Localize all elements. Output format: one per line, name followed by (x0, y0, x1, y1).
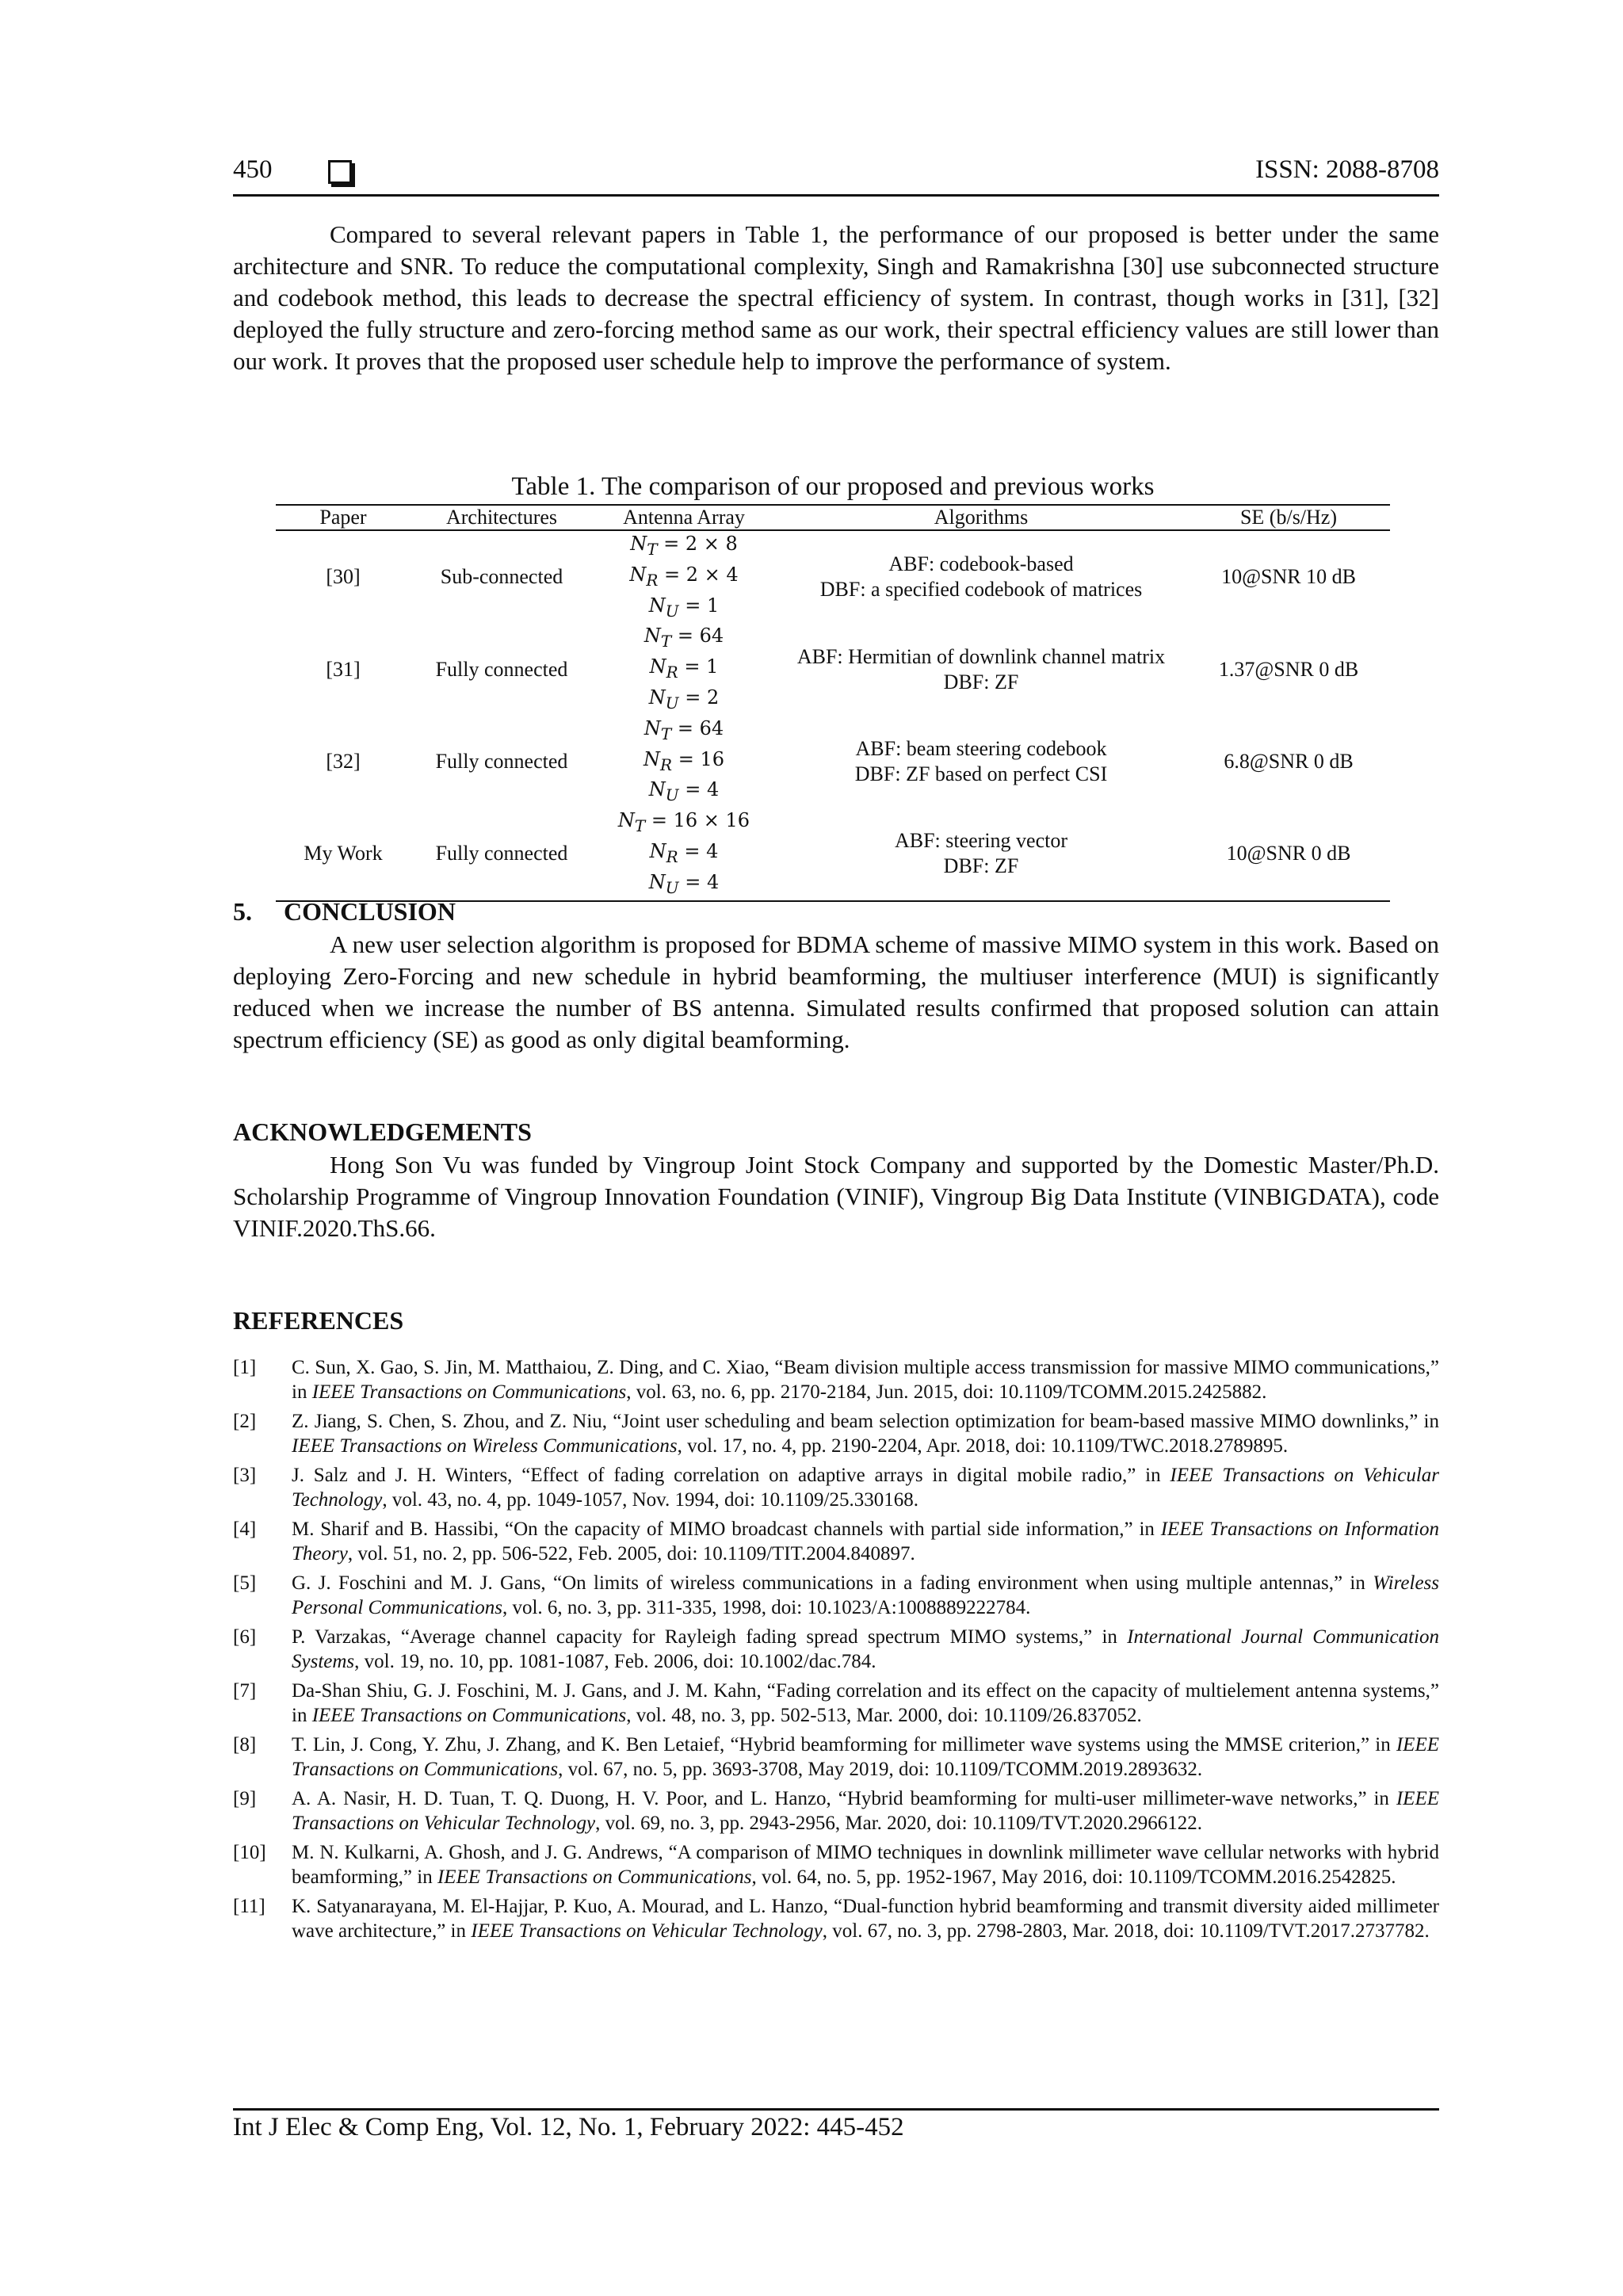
algorithm-line: DBF: ZF (943, 670, 1019, 693)
reference-text: J. Salz and J. H. Winters, “Effect of fading correlation on adaptive arrays in digital mobile radio,” in (292, 1465, 1170, 1486)
reference-journal: International Journal Communication Systems (292, 1626, 1439, 1672)
reference-journal: IEEE Transactions on Information Theory (292, 1519, 1439, 1564)
reference-number: [1] (233, 1357, 257, 1378)
table-row (276, 623, 1390, 715)
reference-journal: Wireless Personal Communications (292, 1572, 1439, 1618)
header-paper: Paper (276, 505, 411, 530)
references-heading: REFERENCES (233, 1306, 404, 1335)
table-row (276, 808, 1390, 900)
antenna-parameter: $N_T = 2 \times 8$ (630, 533, 738, 559)
antenna-parameter: $N_U = 2$ (648, 686, 720, 712)
checkbox-square-icon (328, 160, 352, 184)
reference-journal: IEEE Transactions on Vehicular Technology (471, 1920, 823, 1942)
reference-number: [2] (233, 1411, 257, 1432)
cell-paper: My Work (276, 808, 411, 900)
cell-architecture: Sub-connected (440, 565, 563, 589)
reference-number: [5] (233, 1572, 257, 1594)
cell-se: 10@SNR 10 dB (1221, 565, 1356, 589)
references-list (233, 1355, 1439, 1948)
comparison-table (276, 504, 1390, 902)
reference-text: G. J. Foschini and M. J. Gans, “On limits of wireless communications in a fading environment when using multiple antennas,” in (292, 1572, 1373, 1594)
reference-text: K. Satyanarayana, M. El-Hajjar, P. Kuo, A. Mourad, and L. Hanzo, “Dual-function hybrid beamforming and transmit diversity aided millimeter wave architecture,” in (292, 1896, 1439, 1942)
reference-details: , vol. 51, no. 2, pp. 506-522, Feb. 2005, doi: 10.1109/TIT.2004.840897. (347, 1543, 915, 1564)
reference-item (233, 1840, 1439, 1889)
reference-number: [6] (233, 1626, 257, 1648)
cell-paper: [31] (326, 657, 361, 681)
reference-text: Da-Shan Shiu, G. J. Foschini, M. J. Gans, and J. M. Kahn, “Fading correlation and its effect on the capacity of multielement antenna systems,” in (292, 1680, 1439, 1726)
cell-antenna-array (593, 808, 775, 900)
reference-details: , vol. 67, no. 5, pp. 3693-3708, May 2019, doi: 10.1109/TCOMM.2019.2893632. (558, 1759, 1203, 1780)
table-row (276, 530, 1390, 623)
cell-algorithms (775, 530, 1187, 623)
cell-paper: [30] (326, 565, 361, 589)
table-body (276, 530, 1390, 901)
reference-text: T. Lin, J. Cong, Y. Zhu, J. Zhang, and K. Ben Letaief, “Hybrid beamforming for millimeter wave systems using the MMSE criterion,” in (292, 1734, 1396, 1755)
cell-se: 6.8@SNR 0 dB (1224, 749, 1354, 773)
antenna-parameter: $N_U = 4$ (648, 778, 720, 805)
cell-architecture: Fully connected (411, 808, 593, 900)
reference-item (233, 1786, 1439, 1836)
reference-journal: IEEE Transactions on Communications (311, 1705, 627, 1726)
header-se: SE (b/s/Hz) (1187, 505, 1390, 530)
page-number: 450 (233, 155, 273, 184)
reference-details: , vol. 19, no. 10, pp. 1081-1087, Feb. 2006, doi: 10.1002/dac.784. (354, 1651, 876, 1672)
reference-journal: IEEE Transactions on Vehicular Technology (292, 1465, 1439, 1511)
reference-details: , vol. 17, no. 4, pp. 2190-2204, Apr. 2018, doi: 10.1109/TWC.2018.2789895. (677, 1435, 1289, 1457)
antenna-parameter: $N_R = 16$ (643, 747, 724, 774)
acknowledgements-text: Hong Son Vu was funded by Vingroup Joint Stock Company and supported by the Domestic Master/Ph.D. Scholarship Programme of Vingroup Innovation Foundation (VINIF), Vingroup Big Data Institute (VINBIGDATA), code VINIF.2020.ThS.66. (233, 1151, 1439, 1242)
header-antenna-array: Antenna Array (593, 505, 775, 530)
header-algorithms: Algorithms (775, 505, 1187, 530)
reference-text: Z. Jiang, S. Chen, S. Zhou, and Z. Niu, “Joint user scheduling and beam selection optimization for beam-based massive MIMO downlinks,” in (292, 1411, 1439, 1432)
reference-number: [3] (233, 1465, 257, 1486)
antenna-parameter: $N_T = 16 \times 16$ (617, 809, 750, 835)
issn: ISSN: 2088-8708 (1255, 155, 1439, 184)
reference-number: [8] (233, 1734, 257, 1755)
reference-details: , vol. 63, no. 6, pp. 2170-2184, Jun. 2015, doi: 10.1109/TCOMM.2015.2425882. (626, 1381, 1267, 1403)
algorithm-line: ABF: steering vector (894, 829, 1068, 853)
reference-journal: IEEE Transactions on Wireless Communications (292, 1435, 678, 1457)
intro-paragraph: Compared to several relevant papers in Table 1, the performance of our proposed is better under the same architecture and SNR. To reduce the computational complexity, Singh and Ramakrishna [30] use subconnected structure and codebook method, this leads to decrease the spectral efficiency of system. In contrast, though works in [31], [32] deployed the fully structure and zero-forcing method same as our work, their spectral efficiency values are still lower than our work. It proves that the proposed user schedule help to improve the performance of system. (233, 220, 1439, 375)
reference-details: , vol. 43, no. 4, pp. 1049-1057, Nov. 1994, doi: 10.1109/25.330168. (382, 1489, 918, 1511)
reference-item (233, 1463, 1439, 1512)
reference-journal: IEEE Transactions on Vehicular Technology (292, 1788, 1439, 1834)
cell-algorithms (775, 623, 1187, 715)
cell-antenna-array (593, 623, 775, 715)
antenna-parameter: $N_R = 1$ (649, 655, 719, 682)
antenna-parameter: $N_T = 64$ (643, 625, 724, 651)
reference-number: [11] (233, 1896, 265, 1917)
reference-item (233, 1571, 1439, 1620)
algorithm-line: DBF: a specified codebook of matrices (819, 578, 1143, 602)
reference-item (233, 1894, 1439, 1943)
cell-se: 1.37@SNR 0 dB (1218, 657, 1359, 681)
reference-text: A. A. Nasir, H. D. Tuan, T. Q. Duong, H. V. Poor, and L. Hanzo, “Hybrid beamforming for multi-user millimeter-wave networks,” in (292, 1788, 1396, 1809)
reference-text: C. Sun, X. Gao, S. Jin, M. Matthaiou, Z. Ding, and C. Xiao, “Beam division multiple access transmission for massive MIMO communications,” in (292, 1357, 1439, 1403)
reference-details: , vol. 48, no. 3, pp. 502-513, Mar. 2000, doi: 10.1109/26.837052. (626, 1705, 1142, 1726)
reference-details: , vol. 69, no. 3, pp. 2943-2956, Mar. 2020, doi: 10.1109/TVT.2020.2966122. (595, 1813, 1203, 1834)
antenna-parameter: $N_T = 64$ (643, 716, 724, 743)
reference-journal: IEEE Transactions on Communications (292, 1734, 1439, 1780)
conclusion-heading: 5. CONCLUSION (233, 897, 456, 926)
cell-antenna-array (593, 530, 775, 623)
cell-paper: [32] (326, 749, 361, 773)
reference-text: M. N. Kulkarni, A. Ghosh, and J. G. Andrews, “A comparison of MIMO techniques in downlink millimeter wave cellular networks with hybrid beamforming,” in (292, 1842, 1439, 1888)
acknowledgements-heading: ACKNOWLEDGEMENTS (233, 1117, 532, 1146)
cell-antenna-array (593, 716, 775, 808)
header-architectures: Architectures (411, 505, 593, 530)
cell-architecture: Fully connected (435, 749, 568, 773)
algorithm-line: DBF: ZF based on perfect CSI (854, 762, 1108, 785)
cell-architecture: Fully connected (435, 657, 568, 681)
reference-text: M. Sharif and B. Hassibi, “On the capacity of MIMO broadcast channels with partial side information,” in (292, 1519, 1161, 1540)
reference-details: , vol. 67, no. 3, pp. 2798-2803, Mar. 2018, doi: 10.1109/TVT.2017.2737782. (822, 1920, 1430, 1942)
header-rule (233, 194, 1439, 197)
reference-item (233, 1625, 1439, 1674)
antenna-parameter: $N_R = 2 \times 4$ (629, 563, 739, 590)
page-header (233, 155, 1439, 195)
reference-journal: IEEE Transactions on Communications (311, 1381, 627, 1403)
conclusion-text: A new user selection algorithm is proposed for BDMA scheme of massive MIMO system in this work. Based on deploying Zero-Forcing and new schedule in hybrid beamforming, the multiuser interference (MUI) is significantly reduced when we increase the number of BS antenna. Simulated results confirmed that proposed solution can attain spectrum efficiency (SE) as good as only digital beamforming. (233, 930, 1439, 1053)
footer-journal-info: Int J Elec & Comp Eng, Vol. 12, No. 1, February 2022: 445-452 (233, 2113, 904, 2141)
reference-item (233, 1355, 1439, 1404)
algorithm-line: ABF: Hermitian of downlink channel matrix (796, 644, 1166, 668)
algorithm-line: ABF: beam steering codebook (855, 736, 1107, 760)
reference-details: , vol. 64, no. 5, pp. 1952-1967, May 2016, doi: 10.1109/TCOMM.2016.2542825. (751, 1866, 1396, 1888)
reference-item (233, 1517, 1439, 1566)
algorithm-line: DBF: ZF (943, 854, 1019, 878)
antenna-parameter: $N_U = 1$ (648, 594, 720, 621)
cell-algorithms (775, 808, 1187, 900)
reference-details: , vol. 6, no. 3, pp. 311-335, 1998, doi: 10.1023/A:1008889222784. (502, 1597, 1031, 1618)
antenna-parameter: $N_R = 4$ (649, 839, 719, 866)
reference-number: [10] (233, 1842, 266, 1863)
algorithm-line: ABF: codebook-based (888, 552, 1074, 576)
reference-text: P. Varzakas, “Average channel capacity for Rayleigh fading spread spectrum MIMO systems,” in (292, 1626, 1128, 1648)
antenna-parameter: $N_U = 4$ (648, 870, 720, 897)
cell-algorithms (775, 716, 1187, 808)
reference-number: [9] (233, 1788, 257, 1809)
reference-number: [7] (233, 1680, 257, 1702)
cell-se: 10@SNR 0 dB (1187, 808, 1390, 900)
footer-rule (233, 2108, 1439, 2111)
table-row (276, 716, 1390, 808)
reference-item (233, 1733, 1439, 1782)
reference-journal: IEEE Transactions on Communications (437, 1866, 752, 1888)
reference-item (233, 1409, 1439, 1458)
table-caption: Table 1. The comparison of our proposed and previous works (511, 472, 1155, 501)
table-header-row (276, 505, 1390, 530)
reference-number: [4] (233, 1519, 257, 1540)
reference-item (233, 1679, 1439, 1728)
